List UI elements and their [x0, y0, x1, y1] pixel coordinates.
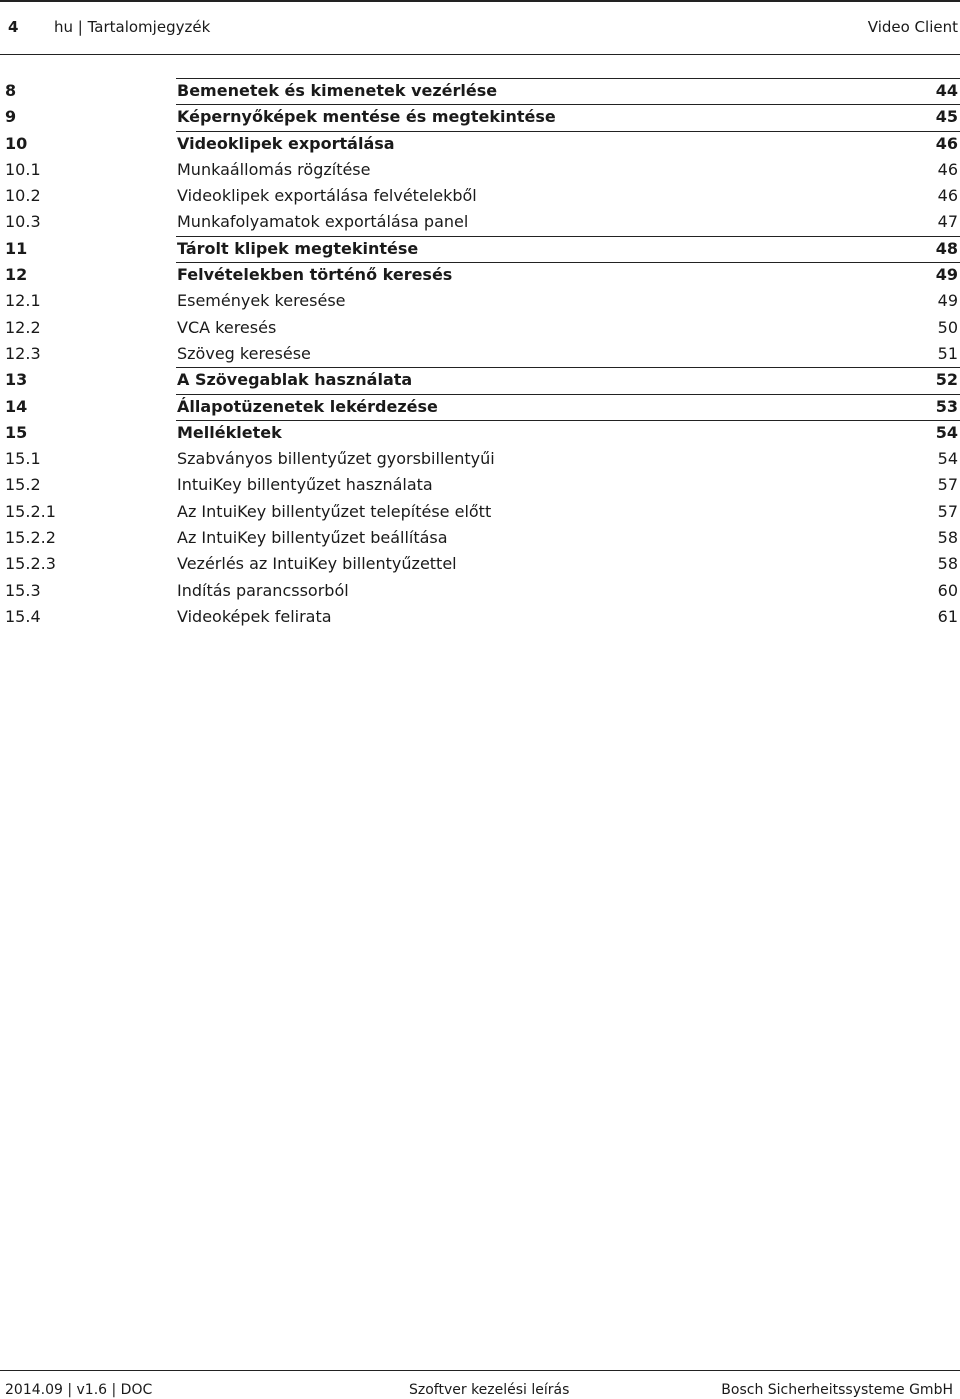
toc-entry-number: 10.3: [5, 212, 41, 232]
toc-entry-page: 47: [937, 212, 958, 232]
header-product-name: Video Client: [867, 18, 958, 36]
toc-entry-page: 60: [937, 580, 958, 600]
toc-entry-page: 49: [935, 265, 958, 285]
toc-entry-page: 53: [935, 396, 958, 416]
toc-entry-title: A Szövegablak használata: [177, 370, 413, 390]
toc-entry-page: 51: [937, 343, 958, 363]
toc-chapter-entry[interactable]: [0, 104, 960, 130]
toc-entry-page: 49: [937, 291, 958, 311]
toc-entry-page: 54: [935, 422, 958, 442]
toc-entry-number: 8: [5, 81, 17, 100]
toc-entry-title: Tárolt klipek megtekintése: [177, 238, 419, 258]
table-of-contents: [0, 78, 960, 630]
toc-entry-number: 15.3: [5, 580, 41, 600]
toc-entry-page: 45: [935, 107, 958, 127]
toc-entry-number: 15.2: [5, 475, 41, 495]
toc-entry-title: Felvételekben történő keresés: [177, 265, 453, 285]
toc-section-entry[interactable]: [0, 315, 960, 341]
toc-entry-title: Az IntuiKey billentyűzet telepítése előtt: [177, 501, 492, 521]
toc-section-entry[interactable]: [0, 578, 960, 604]
chapter-rule: [176, 420, 960, 421]
toc-entry-title: Szöveg keresése: [177, 343, 311, 363]
toc-entry-page: 57: [937, 475, 958, 495]
toc-section-entry[interactable]: [0, 183, 960, 209]
toc-entry-page: 52: [935, 370, 958, 390]
toc-entry-page: 58: [937, 528, 958, 548]
toc-entry-title: Indítás parancssorból: [177, 580, 349, 600]
toc-entry-title: Vezérlés az IntuiKey billentyűzettel: [177, 554, 457, 574]
toc-entry-page: 58: [937, 554, 958, 574]
toc-entry-title: VCA keresés: [177, 317, 277, 337]
toc-entry-number: 10: [5, 133, 28, 153]
toc-section-entry[interactable]: [0, 341, 960, 367]
toc-entry-page: 44: [935, 81, 958, 100]
toc-entry-title: Videoklipek exportálása: [177, 133, 395, 153]
toc-entry-page: 50: [937, 317, 958, 337]
toc-chapter-entry[interactable]: [0, 236, 960, 262]
toc-entry-number: 10.2: [5, 186, 41, 206]
toc-section-entry[interactable]: [0, 472, 960, 498]
toc-section-entry[interactable]: [0, 499, 960, 525]
toc-entry-number: 12.2: [5, 317, 41, 337]
toc-chapter-entry[interactable]: [0, 262, 960, 288]
toc-entry-number: 15: [5, 422, 28, 442]
toc-entry-page: 54: [937, 449, 958, 469]
footer-date-version: 2014.09 | v1.6 | DOC: [5, 1382, 153, 1398]
toc-entry-title: Videoklipek exportálása felvételekből: [177, 186, 477, 206]
toc-section-entry[interactable]: [0, 525, 960, 551]
toc-entry-page: 48: [935, 238, 958, 258]
toc-entry-title: Események keresése: [177, 291, 346, 311]
page-number: 4: [8, 18, 19, 36]
toc-entry-number: 12.3: [5, 343, 41, 363]
toc-entry-number: 10.1: [5, 159, 41, 179]
toc-chapter-entry[interactable]: [0, 131, 960, 157]
toc-entry-page: 46: [937, 186, 958, 206]
toc-entry-number: 15.2.3: [5, 554, 56, 574]
toc-section-entry[interactable]: [0, 157, 960, 183]
toc-entry-number: 15.2.2: [5, 528, 56, 548]
toc-section-entry[interactable]: [0, 209, 960, 235]
footer-company: Bosch Sicherheitssysteme GmbH: [721, 1382, 953, 1398]
toc-chapter-entry[interactable]: [0, 367, 960, 393]
toc-entry-title: Az IntuiKey billentyűzet beállítása: [177, 528, 448, 548]
header-top-rule: [0, 0, 960, 2]
toc-entry-number: 14: [5, 396, 28, 416]
header-bottom-rule: [0, 54, 960, 55]
footer-document-type: Szoftver kezelési leírás: [409, 1382, 570, 1398]
toc-section-entry[interactable]: [0, 551, 960, 577]
toc-entry-number: 15.2.1: [5, 501, 56, 521]
toc-entry-number: 11: [5, 238, 28, 258]
toc-entry-title: Bemenetek és kimenetek vezérlése: [177, 81, 498, 100]
header-section-title: hu | Tartalomjegyzék: [54, 18, 211, 36]
toc-entry-title: Videoképek felirata: [177, 606, 332, 626]
toc-section-entry[interactable]: [0, 288, 960, 314]
toc-entry-number: 12: [5, 265, 28, 285]
toc-entry-number: 12.1: [5, 291, 41, 311]
footer-rule: [0, 1370, 960, 1371]
page-header: [0, 0, 960, 55]
toc-entry-title: Mellékletek: [177, 422, 282, 442]
toc-entry-title: IntuiKey billentyűzet használata: [177, 475, 433, 495]
toc-section-entry[interactable]: [0, 446, 960, 472]
toc-entry-page: 46: [935, 133, 958, 153]
toc-entry-number: 15.1: [5, 449, 41, 469]
toc-entry-number: 9: [5, 107, 17, 127]
toc-chapter-entry[interactable]: [0, 78, 960, 104]
toc-entry-title: Munkaállomás rögzítése: [177, 159, 371, 179]
toc-entry-title: Állapotüzenetek lekérdezése: [177, 396, 438, 416]
toc-entry-page: 61: [937, 606, 958, 626]
toc-entry-number: 13: [5, 370, 28, 390]
toc-chapter-entry[interactable]: [0, 420, 960, 446]
toc-entry-title: Képernyőképek mentése és megtekintése: [177, 107, 556, 127]
toc-section-entry[interactable]: [0, 604, 960, 630]
toc-entry-number: 15.4: [5, 606, 41, 626]
toc-entry-page: 46: [937, 159, 958, 179]
toc-entry-title: Szabványos billentyűzet gyorsbillentyűi: [177, 449, 495, 469]
toc-entry-title: Munkafolyamatok exportálása panel: [177, 212, 469, 232]
toc-chapter-entry[interactable]: [0, 394, 960, 420]
page-footer: [0, 1370, 960, 1399]
toc-entry-page: 57: [937, 501, 958, 521]
